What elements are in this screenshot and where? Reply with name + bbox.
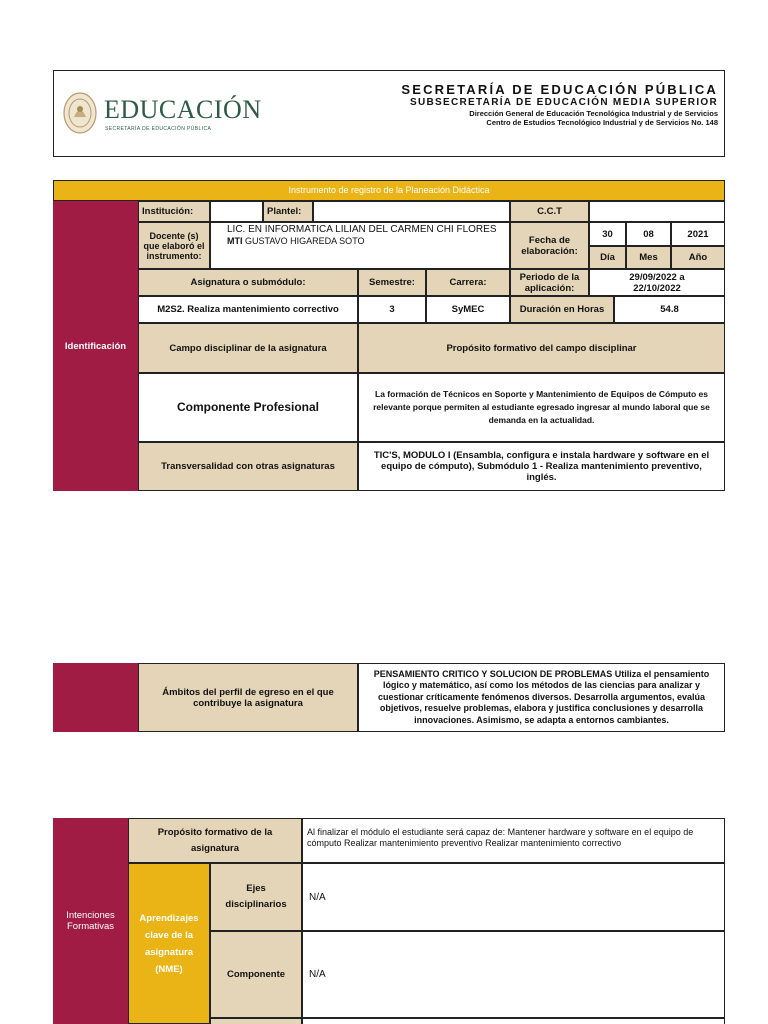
asignatura-value: M2S2. Realiza mantenimiento correctivo bbox=[138, 296, 358, 323]
logo-word: EDUCACIÓN bbox=[104, 95, 262, 124]
transversalidad-label: Transversalidad con otras asignaturas bbox=[138, 442, 358, 491]
docente-line-1: LIC. EN INFORMATICA LILIAN DEL CARMEN CHI FLORES bbox=[227, 224, 497, 235]
dia-label: Día bbox=[589, 246, 626, 269]
docente-line-2 bbox=[227, 236, 365, 247]
periodo-value bbox=[589, 269, 725, 296]
ambitos-value: PENSAMIENTO CRITICO Y SOLUCION DE PROBLEMAS Utiliza el pensamiento lógico y matemático, así como los métodos de las ciencias para analizar y cuestionar críticamente fenómenos diversos. Desarrolla argumentos, evalúa objetivos, resuelve problemas, elabora y justifica conclusiones y desarrolla innovaciones. Asimismo, se adapta a entornos cambiantes. bbox=[358, 663, 725, 732]
anio-label: Año bbox=[671, 246, 725, 269]
docente-line-2-prefix: MTI bbox=[227, 236, 243, 246]
cct-label: C.C.T bbox=[510, 201, 589, 222]
carrera-value: SyMEC bbox=[426, 296, 510, 323]
proposito-asignatura-value: Al finalizar el módulo el estudiante será capaz de: Mantener hardware y software en el equipo de cómputo Realizar mantenimiento preventivo Realizar mantenimiento correctivo bbox=[302, 818, 725, 863]
plantel-field[interactable] bbox=[313, 201, 510, 222]
componente-na-value: N/A bbox=[302, 931, 725, 1018]
componente-label: Componente bbox=[210, 931, 302, 1018]
duracion-value: 54.8 bbox=[614, 296, 725, 323]
proposito-campo-label: Propósito formativo del campo disciplinar bbox=[358, 323, 725, 373]
componente-value: Componente Profesional bbox=[138, 373, 358, 442]
docente-line-2-rest: GUSTAVO HIGAREDA SOTO bbox=[242, 236, 365, 246]
fecha-label: Fecha de elaboración: bbox=[510, 222, 589, 269]
docente-value bbox=[210, 222, 510, 269]
periodo-start: 29/09/2022 a bbox=[629, 271, 685, 283]
section-banner: Instrumento de registro de la Planeación Didáctica bbox=[53, 180, 725, 201]
ambitos-side bbox=[53, 663, 138, 732]
next-row-label bbox=[210, 1018, 302, 1024]
proposito-campo-value: La formación de Técnicos en Soporte y Mantenimiento de Equipos de Cómputo es relevante porque permiten al estudiante egresado ingresar al mundo laboral que se demanda en la actualidad. bbox=[358, 373, 725, 442]
seal-icon bbox=[62, 91, 98, 135]
duracion-label: Duración en Horas bbox=[510, 296, 614, 323]
periodo-label: Periodo de la aplicación: bbox=[510, 269, 589, 296]
campo-label: Campo disciplinar de la asignatura bbox=[138, 323, 358, 373]
institucion-label: Institución: bbox=[138, 201, 210, 222]
mes-label: Mes bbox=[626, 246, 671, 269]
header-line-1: Dirección General de Educación Tecnológica Industrial y de Servicios bbox=[469, 109, 718, 118]
periodo-end: 22/10/2022 bbox=[633, 282, 681, 294]
header-subtitle: SUBSECRETARÍA DE EDUCACIÓN MEDIA SUPERIOR bbox=[410, 97, 718, 108]
identificacion-label: Identificación bbox=[53, 201, 138, 491]
ambitos-label: Ámbitos del perfil de egreso en el que contribuye la asignatura bbox=[138, 663, 358, 732]
carrera-label: Carrera: bbox=[426, 269, 510, 296]
fecha-dia: 30 bbox=[589, 222, 626, 246]
header-line-2: Centro de Estudios Tecnológico Industrial y de Servicios No. 148 bbox=[486, 118, 718, 127]
institucion-field[interactable] bbox=[210, 201, 263, 222]
next-row-value bbox=[302, 1018, 725, 1024]
logo-subtitle: SECRETARÍA DE EDUCACIÓN PÚBLICA bbox=[105, 126, 212, 132]
cct-field[interactable] bbox=[589, 201, 725, 222]
semestre-label: Semestre: bbox=[358, 269, 426, 296]
proposito-asignatura-label: Propósito formativo de la asignatura bbox=[128, 818, 302, 863]
transversalidad-value: TIC'S, MODULO I (Ensambla, configura e instala hardware y software en el equipo de cómputo), Submódulo 1 - Realiza mantenimiento preventivo, inglés. bbox=[358, 442, 725, 491]
fecha-mes: 08 bbox=[626, 222, 671, 246]
docente-label: Docente (s) que elaboró el instrumento: bbox=[138, 222, 210, 269]
header-box bbox=[53, 70, 725, 157]
semestre-value: 3 bbox=[358, 296, 426, 323]
plantel-label: Plantel: bbox=[263, 201, 313, 222]
ejes-label: Ejes disciplinarios bbox=[210, 863, 302, 931]
fecha-anio: 2021 bbox=[671, 222, 725, 246]
header-title: SECRETARÍA DE EDUCACIÓN PÚBLICA bbox=[401, 82, 718, 97]
ejes-value: N/A bbox=[302, 863, 725, 931]
intenciones-label: Intenciones Formativas bbox=[53, 818, 128, 1024]
aprendizajes-label: Aprendizajes clave de la asignatura (NME) bbox=[128, 863, 210, 1024]
asignatura-label: Asignatura o submódulo: bbox=[138, 269, 358, 296]
